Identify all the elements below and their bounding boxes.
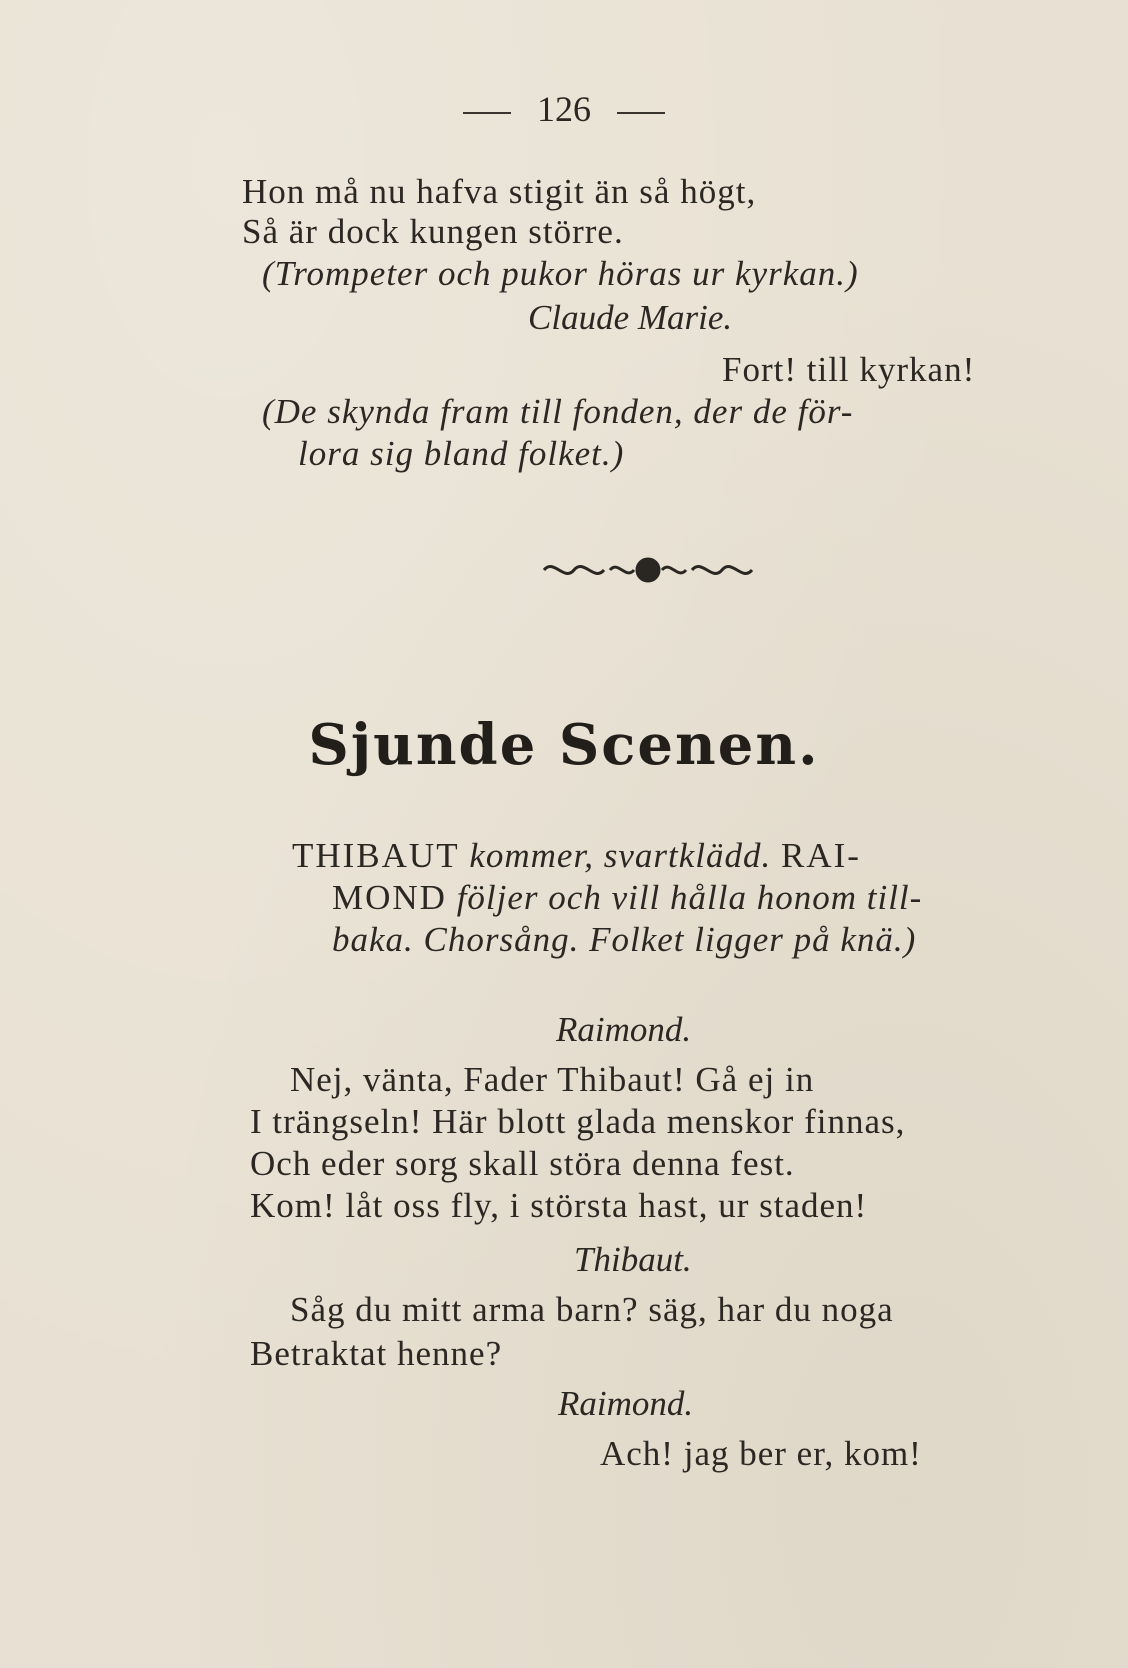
verse-line: Hon må nu hafva stigit än så högt, bbox=[242, 172, 757, 211]
header-dash-right bbox=[617, 112, 665, 114]
verse-line: Ach! jag ber er, kom! bbox=[600, 1434, 922, 1473]
scene-direction-line-1 bbox=[292, 836, 861, 876]
verse-line: Kom! låt oss fly, i största hast, ur staden! bbox=[250, 1186, 868, 1225]
direction-text: kommer, svartklädd. bbox=[459, 836, 781, 875]
scene-direction-line-3: baka. Chorsång. Folket ligger på knä.) bbox=[332, 920, 917, 959]
verse-line: Såg du mitt arma barn? säg, har du noga bbox=[290, 1290, 894, 1329]
header-dash-left bbox=[463, 112, 511, 114]
character-name: THIBAUT bbox=[292, 836, 460, 875]
verse-line: Så är dock kungen större. bbox=[242, 212, 624, 251]
direction-text: följer och vill hålla honom till- bbox=[446, 878, 923, 917]
stage-direction: (De skynda fram till fonden, der de för- bbox=[262, 392, 854, 431]
scene-title: Sjunde Scenen. bbox=[308, 712, 820, 778]
stage-direction: (Trompeter och pukor höras ur kyrkan.) bbox=[262, 254, 859, 293]
verse-line: Betraktat henne? bbox=[250, 1334, 503, 1373]
verse-line: I trängseln! Här blott glada menskor finnas, bbox=[250, 1102, 906, 1141]
ornament-divider-icon bbox=[540, 552, 756, 588]
speaker-name: Raimond. bbox=[558, 1384, 694, 1423]
character-name: RAI- bbox=[780, 836, 861, 875]
speaker-name: Raimond. bbox=[556, 1010, 692, 1049]
stage-direction: lora sig bland folket.) bbox=[298, 434, 625, 473]
page-number: 126 bbox=[537, 89, 591, 129]
speaker-name: Claude Marie. bbox=[528, 298, 733, 337]
speaker-name: Thibaut. bbox=[574, 1240, 692, 1279]
verse-line: Och eder sorg skall störa denna fest. bbox=[250, 1144, 795, 1183]
character-name: MOND bbox=[332, 878, 447, 917]
page-header bbox=[0, 88, 1128, 130]
verse-line: Fort! till kyrkan! bbox=[722, 350, 976, 389]
verse-line: Nej, vänta, Fader Thibaut! Gå ej in bbox=[290, 1060, 815, 1099]
scene-direction-line-2 bbox=[332, 878, 922, 918]
